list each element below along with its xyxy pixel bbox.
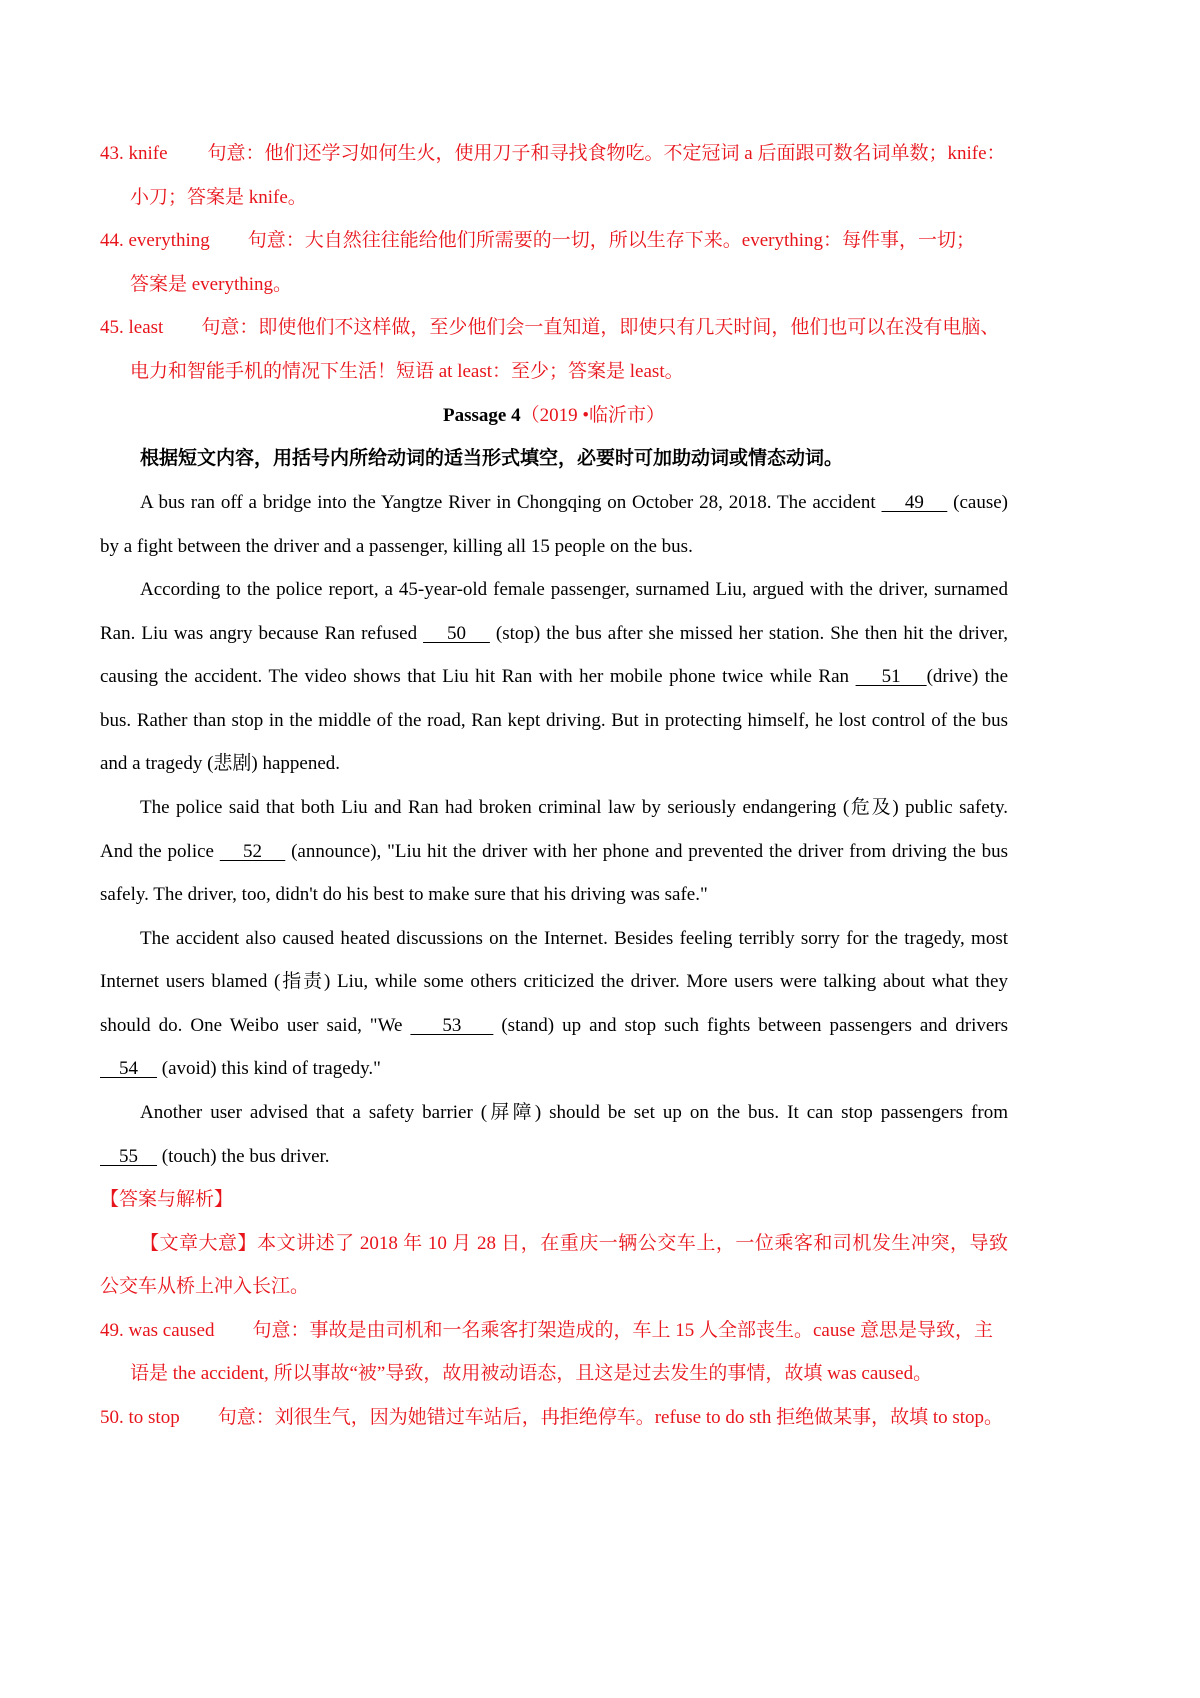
paragraph-2-line-4: bus. Rather than stop in the middle of the road, Ran kept driving. But in protecting himself, he lost control of the bus bbox=[100, 710, 1008, 731]
paragraph-4-line-3: should do. One Weibo user said, "We 53 (stand) up and stop such fights between passengers and drivers bbox=[100, 1015, 1009, 1036]
paragraph-2-line-2: Ran. Liu was angry because Ran refused 50 (stop) the bus after she missed her station. She then hit the driver, bbox=[100, 623, 1008, 644]
answer-43 bbox=[100, 142, 1006, 166]
paragraph-2-line-1: According to the police report, a 45-year-old female passenger, surnamed Liu, argued with the driver, surnamed bbox=[140, 579, 1008, 600]
blank-52[interactable]: 52 bbox=[219, 841, 286, 862]
paragraph-1-line-1: A bus ran off a bridge into the Yangtze River in Chongqing on October 28, 2018. The accident 49 (cause) bbox=[140, 492, 1009, 513]
passage-title-text: Passage 4 bbox=[443, 405, 521, 426]
blank-53[interactable]: 53 bbox=[410, 1015, 494, 1036]
paragraph-2-line-5: and a tragedy (悲剧) happened. bbox=[100, 753, 341, 774]
blank-55[interactable]: 55 bbox=[100, 1146, 157, 1167]
paragraph-5-line-1: Another user advised that a safety barrier (屏障) should be set up on the bus. It can stop passengers from bbox=[140, 1102, 1008, 1123]
answer-45-explanation: 句意：即使他们不这样做，至少他们会一直知道，即使只有几天时间，他们也可以在没有电脑、 bbox=[201, 317, 1000, 338]
blank-49[interactable]: 49 bbox=[881, 492, 948, 513]
answer-49 bbox=[100, 1319, 993, 1343]
blank-51[interactable]: 51 bbox=[855, 666, 927, 687]
paragraph-3-line-3: safely. The driver, too, didn't do his best to make sure that his driving was safe." bbox=[100, 884, 708, 905]
article-summary-line-2: 公交车从桥上冲入长江。 bbox=[100, 1276, 310, 1297]
answer-44-continued: 答案是 everything。 bbox=[130, 274, 293, 295]
answer-43-explanation: 句意：他们还学习如何生火，使用刀子和寻找食物吃。不定冠词 a 后面跟可数名词单数；knife： bbox=[207, 143, 1006, 164]
paragraph-3-line-1: The police said that both Liu and Ran had broken criminal law by seriously endangering (危及) public safety. bbox=[140, 797, 1008, 818]
blank-54[interactable]: 54 bbox=[100, 1058, 157, 1079]
paragraph-5-line-2: 55 (touch) the bus driver. bbox=[100, 1146, 330, 1167]
answer-49-continued: 语是 the accident, 所以事故“被”导致，故用被动语态，且这是过去发生的事情，故填 was caused。 bbox=[130, 1363, 933, 1384]
answer-45 bbox=[100, 316, 999, 340]
passage-source: （2019 •临沂市） bbox=[520, 405, 665, 426]
answer-44-explanation: 句意：大自然往往能给他们所需要的一切，所以生存下来。everything：每件事，一切； bbox=[247, 230, 976, 251]
answer-44 bbox=[100, 229, 975, 253]
paragraph-3-line-2: And the police 52 (announce), "Liu hit the driver with her phone and prevented the driver from driving the bus bbox=[100, 841, 1009, 862]
answer-50-explanation: 句意：刘很生气，因为她错过车站后，冉拒绝停车。refuse to do sth 拒绝做某事，故填 to stop。 bbox=[217, 1407, 1004, 1428]
paragraph-4-line-1: The accident also caused heated discussions on the Internet. Besides feeling terribly sorry for the tragedy, most bbox=[140, 928, 1008, 949]
answer-44-number: 44. everything bbox=[100, 230, 210, 251]
answer-49-number: 49. was caused bbox=[100, 1320, 215, 1341]
answer-43-continued: 小刀；答案是 knife。 bbox=[130, 187, 307, 208]
answer-49-explanation: 句意：事故是由司机和一名乘客打架造成的，车上 15 人全部丧生。cause 意思是导致，主 bbox=[252, 1320, 993, 1341]
paragraph-1-line-2: by a fight between the driver and a passenger, killing all 15 people on the bus. bbox=[100, 536, 693, 557]
answer-43-number: 43. knife bbox=[100, 143, 168, 164]
paragraph-4-line-2: Internet users blamed (指责) Liu, while some others criticized the driver. More users were talking about what they bbox=[100, 971, 1008, 992]
answer-50-number: 50. to stop bbox=[100, 1407, 180, 1428]
answer-45-number: 45. least bbox=[100, 317, 164, 338]
blank-50[interactable]: 50 bbox=[423, 623, 490, 644]
answer-section-heading: 【答案与解析】 bbox=[100, 1189, 234, 1210]
paragraph-4-line-4: 54 (avoid) this kind of tragedy." bbox=[100, 1058, 381, 1079]
passage-title bbox=[0, 404, 1108, 428]
paragraph-2-line-3: causing the accident. The video shows that Liu hit Ran with her mobile phone twice while Ran 51 (drive) the bbox=[100, 666, 1009, 687]
answer-45-continued: 电力和智能手机的情况下生活！短语 at least：至少；答案是 least。 bbox=[130, 361, 684, 382]
instruction: 根据短文内容，用括号内所给动词的适当形式填空，必要时可加助动词或情态动词。 bbox=[140, 448, 844, 469]
answer-50 bbox=[100, 1406, 1003, 1430]
article-summary-line-1: 【文章大意】本文讲述了 2018 年 10 月 28 日，在重庆一辆公交车上，一位乘客和司机发生冲突，导致 bbox=[140, 1233, 1008, 1254]
